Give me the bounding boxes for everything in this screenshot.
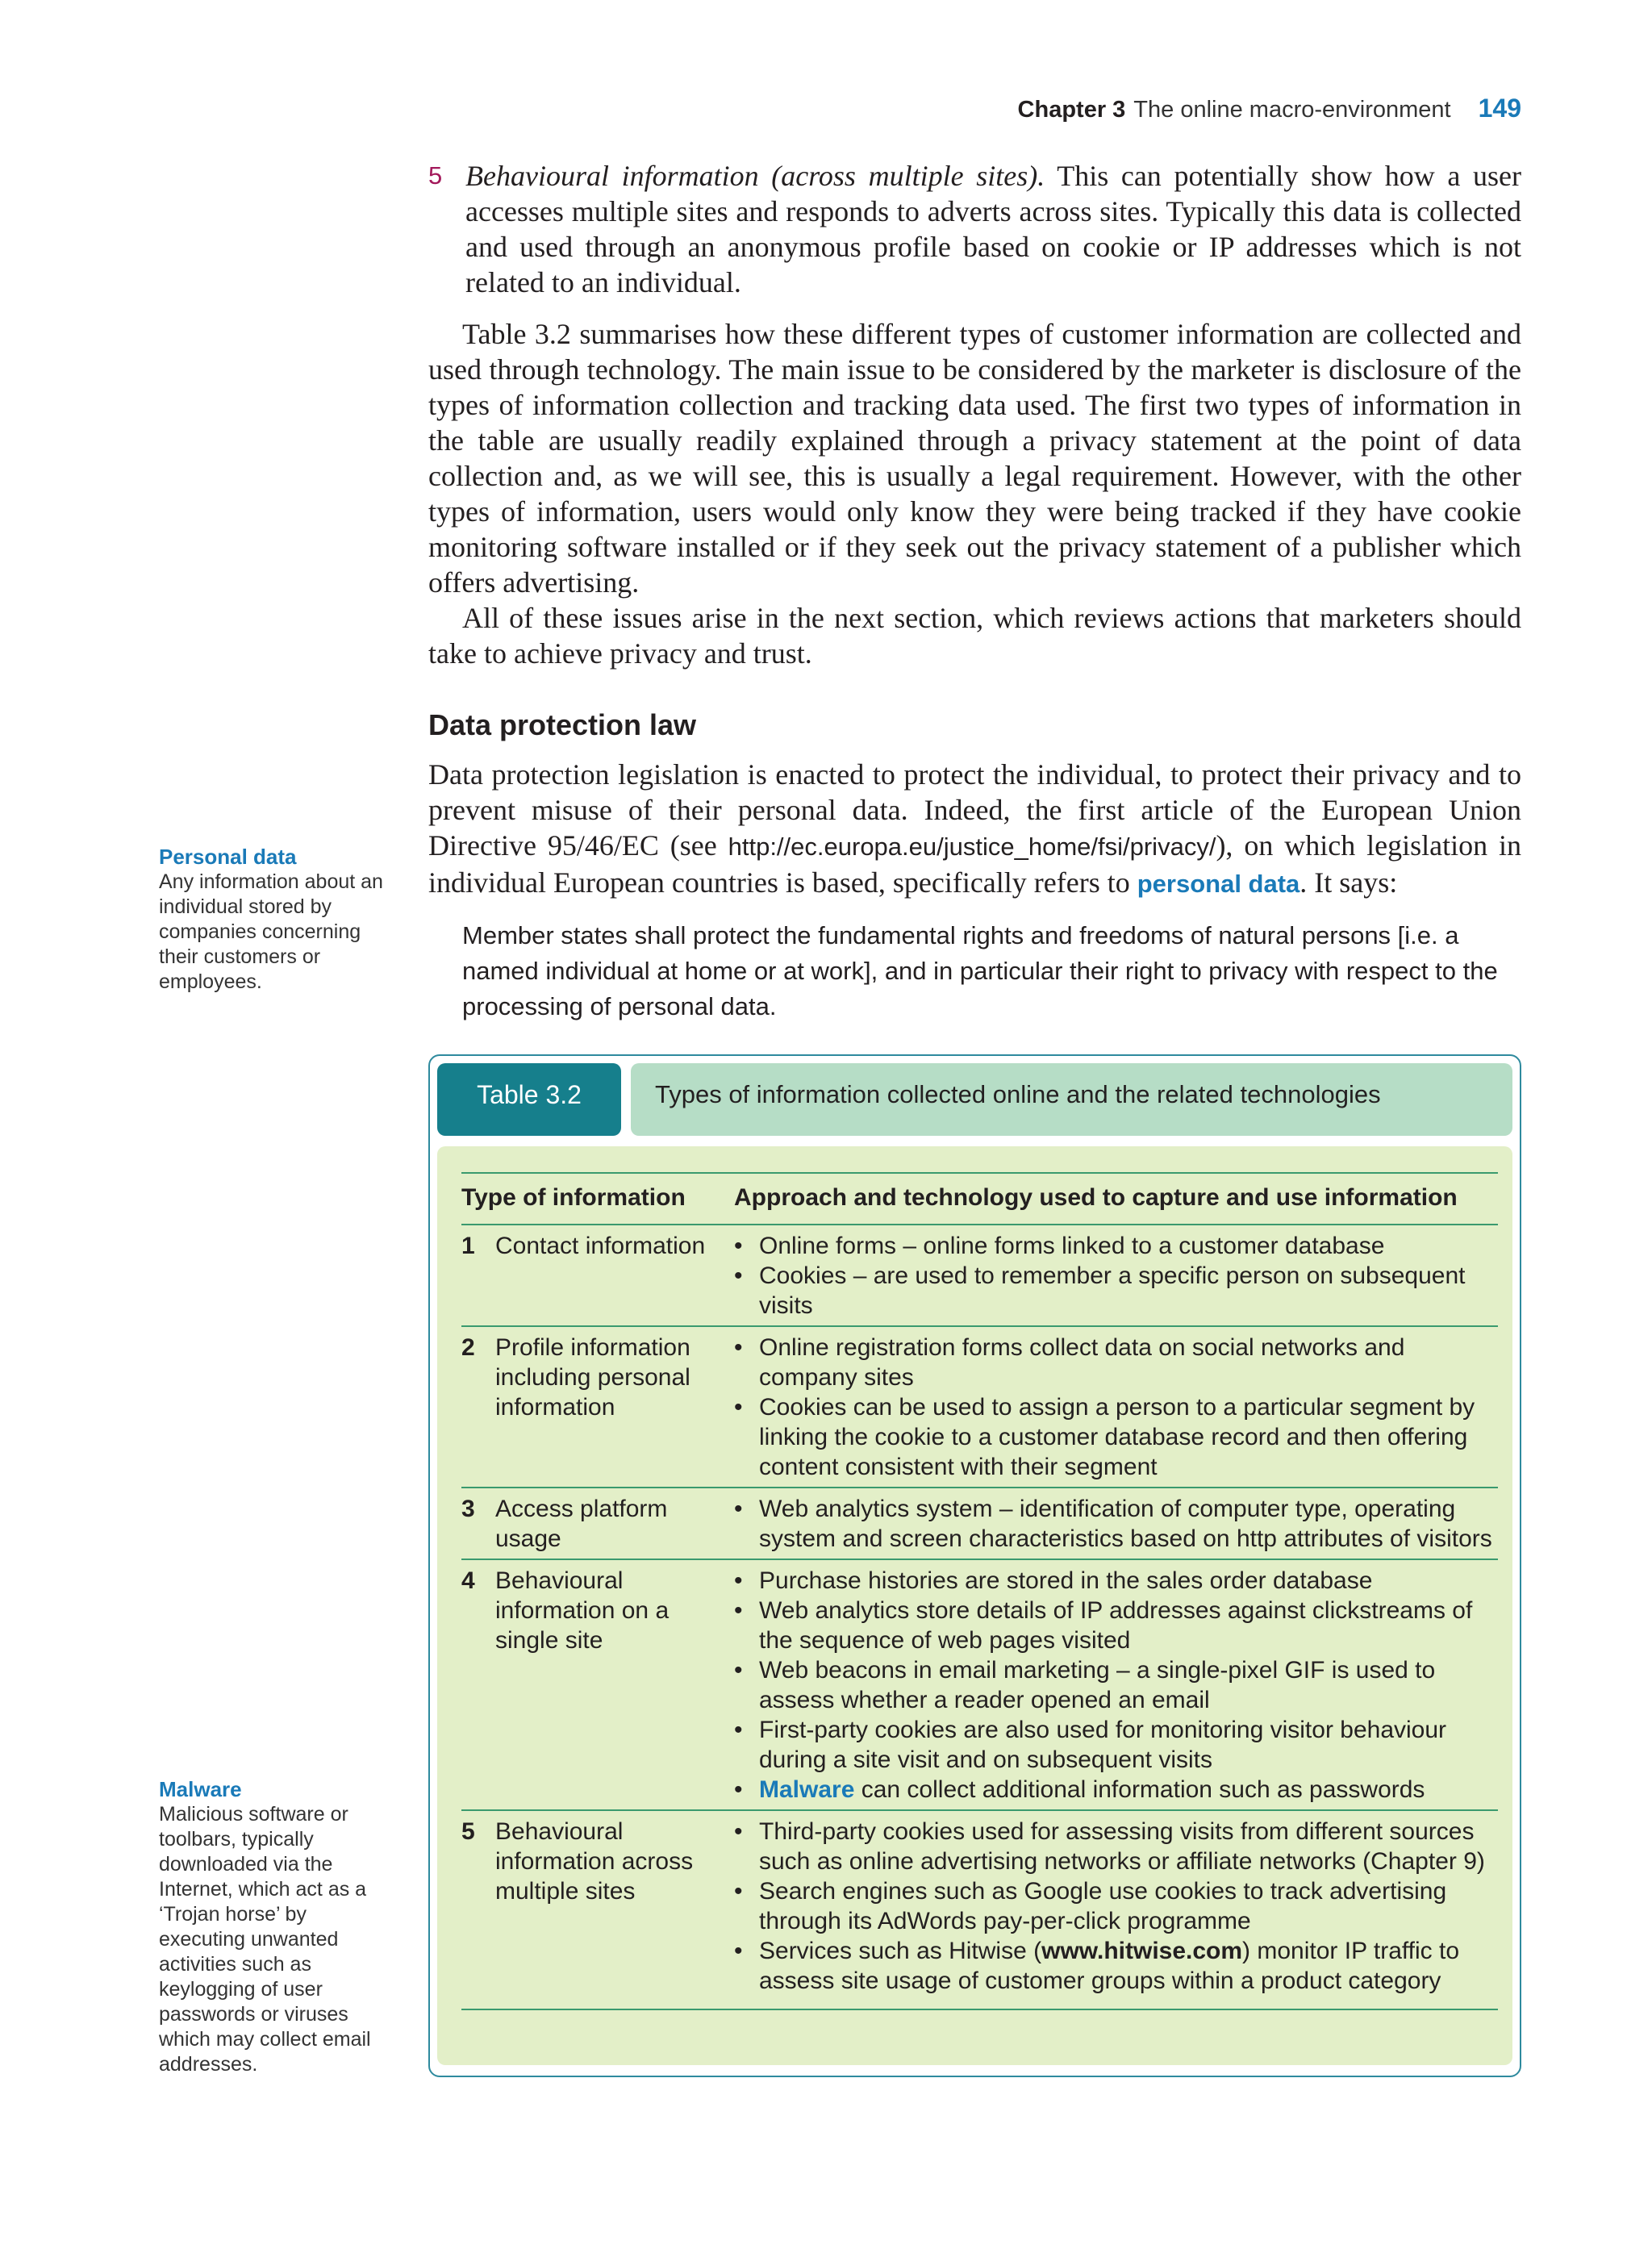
bullet-item: • Third-party cookies used for assessing visits from different sources such as online advertising networks or affiliate networks (Chapter 9)	[734, 1817, 1498, 1876]
bullet-item	[734, 1936, 1498, 1996]
row-number: 1	[461, 1233, 475, 1259]
bullet-item: • First-party cookies are also used for monitoring visitor behaviour during a site visit and on subsequent visits	[734, 1715, 1498, 1775]
row-type: Behavioural information on a single site	[495, 1567, 670, 1654]
glossary-malware	[159, 1777, 385, 2077]
column-header: Approach and technology used to capture and use information	[734, 1184, 1458, 1211]
bullet-item: • Cookies can be used to assign a person to a particular segment by linking the cookie to a customer database record and then offering content consistent with their segment	[734, 1392, 1498, 1482]
key-term-malware[interactable]: Malware	[759, 1776, 855, 1803]
table-row	[461, 1488, 1498, 1559]
body-paragraph	[428, 757, 1521, 902]
hitwise-link[interactable]: www.hitwise.com	[1041, 1938, 1243, 1964]
text-span: Services such as Hitwise (	[759, 1938, 1042, 1964]
table-row	[461, 1811, 1498, 2001]
block-quote: Member states shall protect the fundamental rights and freedoms of natural persons [i.e. a named individual at home or at work], and in particular their right to privacy with respect to the processing of personal data.	[462, 921, 1498, 1020]
row-bullets	[734, 1494, 1498, 1554]
text-span: ), on which legislation in individual European countries is based, specifically refers to	[428, 829, 1521, 899]
bullet-item: • Purchase histories are stored in the sales order database	[734, 1566, 1498, 1596]
text-span: can collect additional information such as passwords	[854, 1776, 1425, 1803]
bullet-item: • Web analytics store details of IP addresses against clickstreams of the sequence of web pages visited	[734, 1596, 1498, 1655]
list-item-title: Behavioural information (across multiple sites).	[465, 160, 1045, 192]
glossary-personal-data	[159, 845, 385, 995]
page-number: 149	[1478, 94, 1521, 123]
row-type: Contact information	[495, 1233, 706, 1259]
glossary-term: Malware	[159, 1777, 242, 1801]
row-number: 4	[461, 1567, 475, 1594]
row-type: Behavioural information across multiple sites	[495, 1818, 694, 1905]
row-number: 2	[461, 1334, 475, 1361]
text-span: . It says:	[1299, 866, 1398, 899]
list-item-text: This can potentially show how a user accesses multiple sites and responds to adverts across sites. Typically this data is collected and used through an anonymous profile based on cookie or IP addresses which is not related to an individual.	[465, 160, 1521, 298]
row-bullets	[734, 1231, 1498, 1321]
glossary-definition: Any information about an individual stored by companies concerning their customers or employees.	[159, 870, 383, 993]
table-row	[461, 1560, 1498, 1809]
bullet-item: • Web analytics system – identification of computer type, operating system and screen characteristics based on http attributes of visitors	[734, 1494, 1498, 1554]
chapter-title: The online macro-environment	[1133, 97, 1451, 123]
row-bullets	[734, 1333, 1498, 1482]
row-number: 3	[461, 1496, 475, 1522]
bullet-item: • Search engines such as Google use cookies to track advertising through its AdWords pay-per-click programme	[734, 1876, 1498, 1936]
key-term-personal-data[interactable]: personal data	[1137, 870, 1300, 898]
row-type: Access platform usage	[495, 1496, 668, 1552]
glossary-definition: Malicious software or toolbars, typically downloaded via the Internet, which act as a ‘Trojan horse’ by executing unwanted activities such as keylogging of user passwords or viruses which may collect email addresses.	[159, 1803, 371, 2076]
row-bullets	[734, 1566, 1498, 1805]
text-span: Data protection legislation is enacted to protect the individual, to protect their privacy and to prevent misuse of their personal data. Indeed, the first article of the European Union Directive 95/46/EC (see	[428, 758, 1521, 862]
body-paragraph: All of these issues arise in the next section, which reviews actions that marketers should take to achieve privacy and trust.	[428, 602, 1521, 670]
table-header-row	[461, 1174, 1498, 1224]
row-type: Profile information including personal information	[495, 1334, 690, 1421]
main-column	[428, 158, 1521, 1024]
directive-link[interactable]: http://ec.europa.eu/justice_home/fsi/privacy/	[728, 832, 1216, 861]
text-span: ) monitor IP traffic to assess site usage of customer groups within a product category	[759, 1938, 1460, 1994]
glossary-term: Personal data	[159, 845, 297, 869]
column-header: Type of information	[461, 1184, 686, 1211]
bullet-item: • Web beacons in email marketing – a single-pixel GIF is used to assess whether a reader opened an email	[734, 1655, 1498, 1715]
body-paragraph: Table 3.2 summarises how these different types of customer information are collected and used through technology. The main issue to be considered by the marketer is disclosure of the types of information collection and tracking data used. The first two types of information in the table are usually readily explained through a privacy statement at the point of data collection and, as we will see, this is usually a legal requirement. However, with the other types of information, users would only know they were being tracked if they have cookie monitoring software installed or if they seek out the privacy statement of a publisher which offers advertising.	[428, 318, 1521, 599]
row-number: 5	[461, 1818, 475, 1845]
running-header	[1018, 94, 1521, 123]
bullet-item	[734, 1775, 1498, 1805]
table-3-2	[428, 1054, 1521, 2077]
table-row	[461, 1225, 1498, 1325]
table-caption: Types of information collected online and the related technologies	[631, 1063, 1512, 1136]
section-heading: Data protection law	[428, 708, 697, 741]
chapter-label: Chapter 3	[1017, 97, 1126, 123]
list-item-5	[428, 158, 1521, 300]
bullet-item: • Online registration forms collect data on social networks and company sites	[734, 1333, 1498, 1392]
table-row	[461, 1327, 1498, 1487]
list-number: 5	[428, 161, 443, 190]
table-body	[437, 1146, 1512, 2065]
bullet-item: • Online forms – online forms linked to a customer database	[734, 1231, 1498, 1261]
row-bullets	[734, 1817, 1498, 1996]
table-label: Table 3.2	[437, 1063, 621, 1136]
bullet-item: • Cookies – are used to remember a specific person on subsequent visits	[734, 1261, 1498, 1321]
